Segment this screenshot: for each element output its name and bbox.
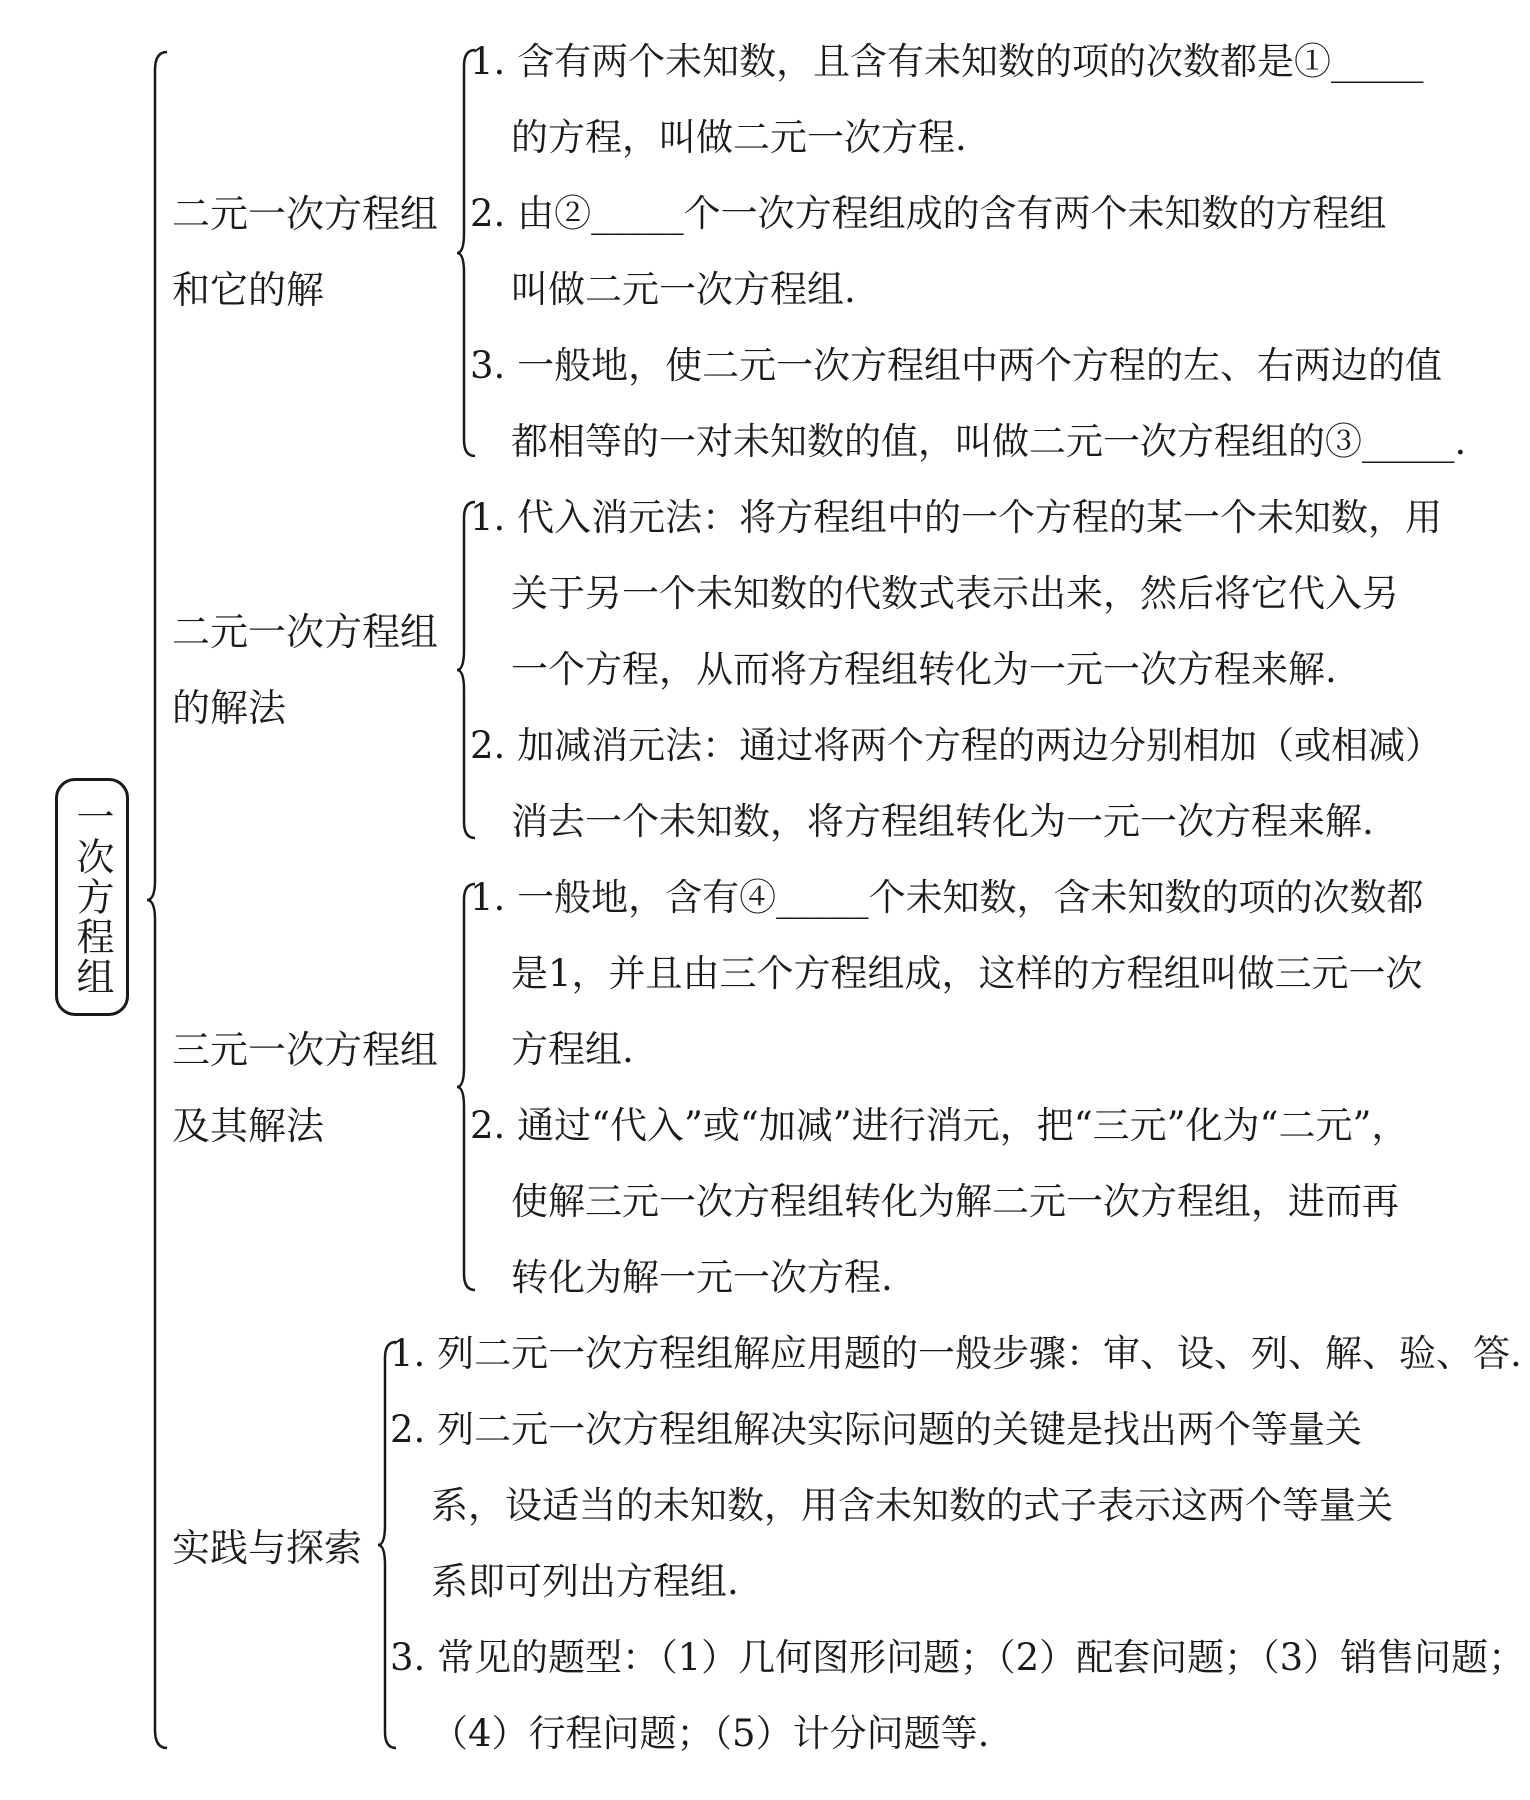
item-line: 3. 一般地，使二元一次方程组中两个方程的左、右两边的值 (470, 344, 1443, 387)
item-line: 1. 列二元一次方程组解应用题的一般步骤：审、设、列、解、验、答. (390, 1332, 1522, 1375)
item-line: 系即可列出方程组. (431, 1560, 739, 1603)
item-line: 一个方程，从而将方程组转化为一元一次方程来解. (511, 648, 1337, 691)
branch-label-line: 三元一次方程组 (172, 1028, 439, 1072)
item-line: 消去一个未知数，将方程组转化为一元一次方程来解. (511, 800, 1374, 843)
branch-label-line: 和它的解 (172, 268, 325, 312)
item-line: 2. 通过“代入”或“加减”进行消元，把“三元”化为“二元”， (470, 1104, 1409, 1147)
root-title: 一次方程组 (70, 797, 114, 997)
branch-4-item-3 (390, 1620, 1525, 1772)
item-line: 方程组. (511, 1028, 634, 1071)
item-line: 使解三元一次方程组转化为解二元一次方程组，进而再 (511, 1180, 1399, 1223)
item-line: 1. 代入消元法：将方程组中的一个方程的某一个未知数，用 (470, 496, 1443, 539)
item-line: 1. 含有两个未知数，且含有未知数的项的次数都是①_____ (470, 40, 1424, 83)
item-line: 都相等的一对未知数的值，叫做二元一次方程组的③_____. (511, 420, 1467, 463)
item-line: 1. 一般地，含有④_____个未知数，含未知数的项的次数都 (470, 876, 1424, 919)
branch-3-item-2 (470, 1088, 1408, 1316)
item-line: 2. 加减消元法：通过将两个方程的两边分别相加（或相减） (470, 724, 1443, 767)
branch-label-3 (172, 1012, 438, 1164)
item-line: 2. 列二元一次方程组解决实际问题的关键是找出两个等量关 (390, 1408, 1363, 1451)
item-line: 系，设适当的未知数，用含未知数的式子表示这两个等量关 (431, 1484, 1393, 1527)
item-line: 3. 常见的题型：（1）几何图形问题；（2）配套问题；（3）销售问题； (390, 1636, 1526, 1679)
branch-label-1 (172, 176, 438, 328)
branch-2-item-1 (470, 480, 1442, 708)
item-line: （4）行程问题；（5）计分问题等. (431, 1712, 990, 1755)
branch-1-item-1 (470, 24, 1424, 176)
root-node (55, 778, 129, 1016)
branch-label-line: 实践与探索 (172, 1526, 363, 1570)
item-line: 是1，并且由三个方程组成，这样的方程组叫做三元一次 (511, 952, 1423, 995)
branch-1-item-2 (470, 176, 1387, 328)
item-line: 转化为解一元一次方程. (511, 1256, 893, 1299)
branch-label-line: 二元一次方程组 (172, 610, 439, 654)
branch-4-item-1 (390, 1316, 1522, 1392)
branch-label-4 (172, 1510, 362, 1586)
branch-1-item-3 (470, 328, 1466, 480)
branch-label-line: 二元一次方程组 (172, 192, 439, 236)
branch-3-item-1 (470, 860, 1424, 1088)
main-brace (145, 50, 171, 1750)
branch-4-item-2 (390, 1392, 1393, 1620)
branch-label-2 (172, 594, 438, 746)
branch-2-item-2 (470, 708, 1442, 860)
item-line: 关于另一个未知数的代数式表示出来，然后将它代入另 (511, 572, 1399, 615)
branch-label-line: 及其解法 (172, 1104, 325, 1148)
branch-label-line: 的解法 (172, 686, 287, 730)
item-line: 2. 由②_____个一次方程组成的含有两个未知数的方程组 (470, 192, 1387, 235)
item-line: 的方程，叫做二元一次方程. (511, 116, 967, 159)
item-line: 叫做二元一次方程组. (511, 268, 856, 311)
